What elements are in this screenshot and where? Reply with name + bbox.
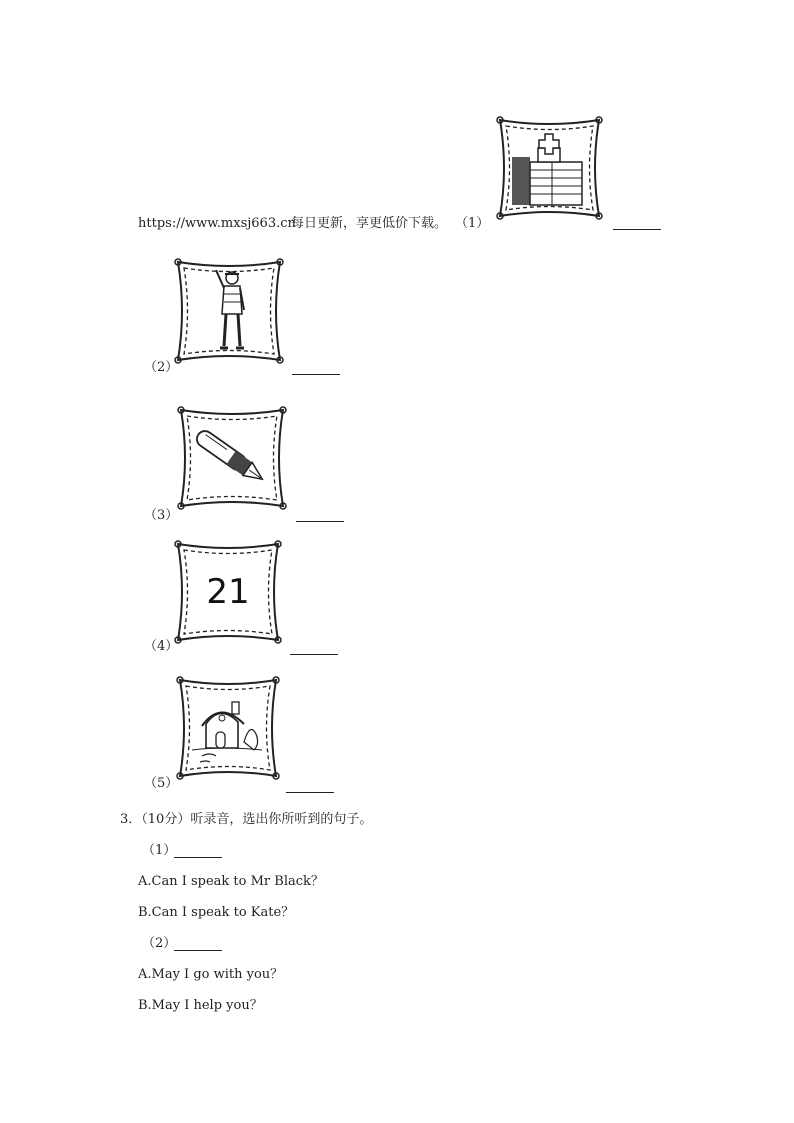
section-3-heading xyxy=(120,812,372,828)
question-1-option-a[interactable]: A.Can I speak to Mr Black？ xyxy=(138,874,324,889)
answer-blank-2[interactable] xyxy=(292,374,340,375)
answer-blank-4[interactable] xyxy=(290,654,338,655)
question-2-option-a[interactable]: A.May I go with you？ xyxy=(138,967,284,982)
source-url: https://www.mxsj663.cn xyxy=(138,216,296,231)
number-card-text: 21 xyxy=(206,572,250,612)
picture-frame-1 xyxy=(492,112,607,224)
question-label-1: （1） xyxy=(142,843,177,858)
question-2-option-b[interactable]: B.May I help you？ xyxy=(138,998,263,1013)
picture-frame-2 xyxy=(170,254,288,368)
item-label-5: （5） xyxy=(144,776,179,791)
item-label-1: （1） xyxy=(455,216,490,231)
question-1-option-b[interactable]: B.Can I speak to Kate？ xyxy=(138,905,295,920)
picture-frame-4 xyxy=(170,536,286,648)
item-label-2: （2） xyxy=(144,360,179,375)
answer-blank-3[interactable] xyxy=(296,521,344,522)
hospital-picture xyxy=(492,112,607,224)
answer-blank-1[interactable] xyxy=(613,229,661,230)
promo-text: 每日更新，享更低价下载。 xyxy=(291,216,448,231)
answer-blank-5[interactable] xyxy=(286,792,334,793)
question-blank-2[interactable] xyxy=(174,950,222,951)
section-number: 3． xyxy=(120,812,142,827)
picture-frame-5 xyxy=(172,672,284,784)
section-instruction: 听录音，选出你所听到的句子。 xyxy=(190,812,373,827)
policeman-picture xyxy=(170,254,288,368)
pen-picture xyxy=(173,402,291,514)
item-label-4: （4） xyxy=(144,639,179,654)
section-points: （10分） xyxy=(141,812,191,827)
picture-frame-3 xyxy=(173,402,291,514)
house-picture xyxy=(172,672,284,784)
question-label-2: （2） xyxy=(142,936,177,951)
question-blank-1[interactable] xyxy=(174,857,222,858)
item-label-3: （3） xyxy=(144,508,179,523)
